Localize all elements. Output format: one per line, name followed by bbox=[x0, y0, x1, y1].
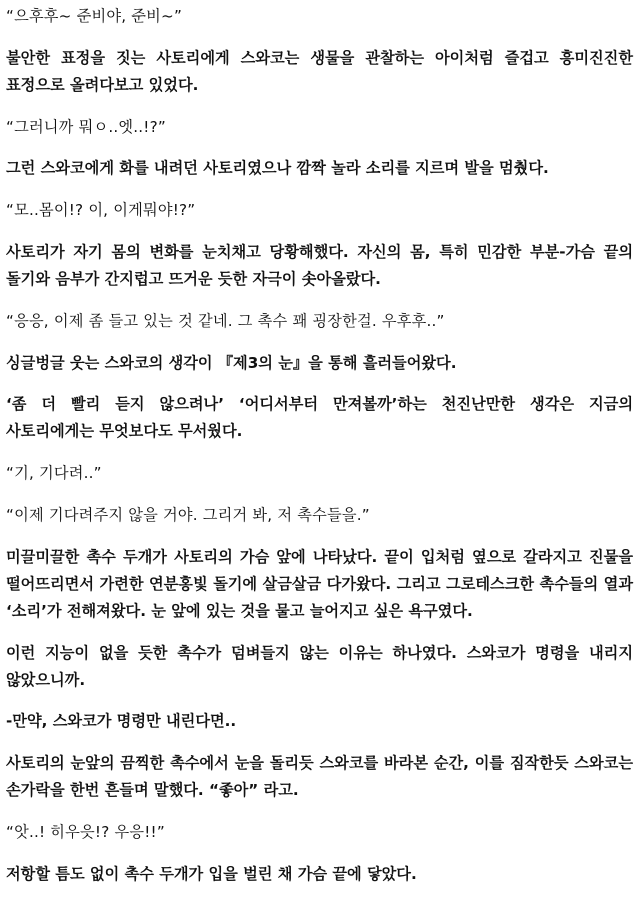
paragraph: “앗..! 히우읏!? 우응!!” bbox=[6, 822, 165, 841]
paragraph: “으후후~ 준비야, 준비~” bbox=[6, 7, 183, 25]
paragraph: 사토리가 자기 몸의 변화를 눈치채고 당황해했다. 자신의 몸, 특히 민감한 부분-가슴 끝의 돌기와 음부가 간지럽고 뜨거운 듯한 자극이 솟아올랐다. bbox=[6, 242, 633, 288]
paragraph: “응응, 이제 좀 들고 있는 것 같네. 그 촉수 꽤 굉장한걸. 우후후..” bbox=[6, 311, 445, 330]
paragraph: 불안한 표정을 짓는 사토리에게 스와코는 생물을 관찰하는 아이처럼 즐겁고 흥미진진한 표정으로 올려다보고 있었다. bbox=[6, 48, 633, 94]
paragraph: 그런 스와코에게 화를 내려던 사토리였으나 깜짝 놀라 소리를 지르며 발을 멈췄다. bbox=[6, 159, 549, 178]
paragraph: 미끌미끌한 촉수 두개가 사토리의 가슴 앞에 나타났다. 끝이 입처럼 옆으로 갈라지고 진물을 떨어뜨리면서 가련한 연분홍빛 돌기에 살금살금 다가왔다. 그리고 그로테스크한 촉수들의 열과 ‘소리’가 전해져왔다. 눈 앞에 있는 것을 물고 늘어지고 싶은 욕구였다. bbox=[6, 547, 633, 620]
paragraph: -만약, 스와코가 명령만 내린다면.. bbox=[6, 712, 237, 731]
paragraph: “이제 기다려주지 않을 거야. 그리거 봐, 저 촉수들을.” bbox=[6, 505, 370, 524]
paragraph: 싱글벙글 웃는 스와코의 생각이 『제3의 눈』을 통해 흘러들어왔다. bbox=[6, 353, 457, 372]
paragraph: “기, 기다려..” bbox=[6, 464, 102, 483]
paragraph: “그러니까 뭐ㅇ..엣..!?” bbox=[6, 117, 166, 136]
paragraph: “모..몸이!? 이, 이게뭐야!?” bbox=[6, 201, 196, 220]
paragraph: 이런 지능이 없을 듯한 촉수가 덤벼들지 않는 이유는 하나였다. 스와코가 명령을 내리지 않았으니까. bbox=[6, 643, 633, 689]
paragraph: ‘좀 더 빨리 듣지 않으려나’ ‘어디서부터 만져볼까’하는 천진난만한 생각은 지금의 사토리에게는 무엇보다도 무서웠다. bbox=[6, 395, 633, 441]
paragraph: 사토리의 눈앞의 끔찍한 촉수에서 눈을 돌리듯 스와코를 바라본 순간, 이를 짐작한듯 스와코는 손가락을 한번 흔들며 말했다. “좋아” 라고. bbox=[6, 754, 633, 800]
paragraph: 저항할 틈도 없이 촉수 두개가 입을 벌린 채 가슴 끝에 닿았다. bbox=[6, 864, 417, 883]
